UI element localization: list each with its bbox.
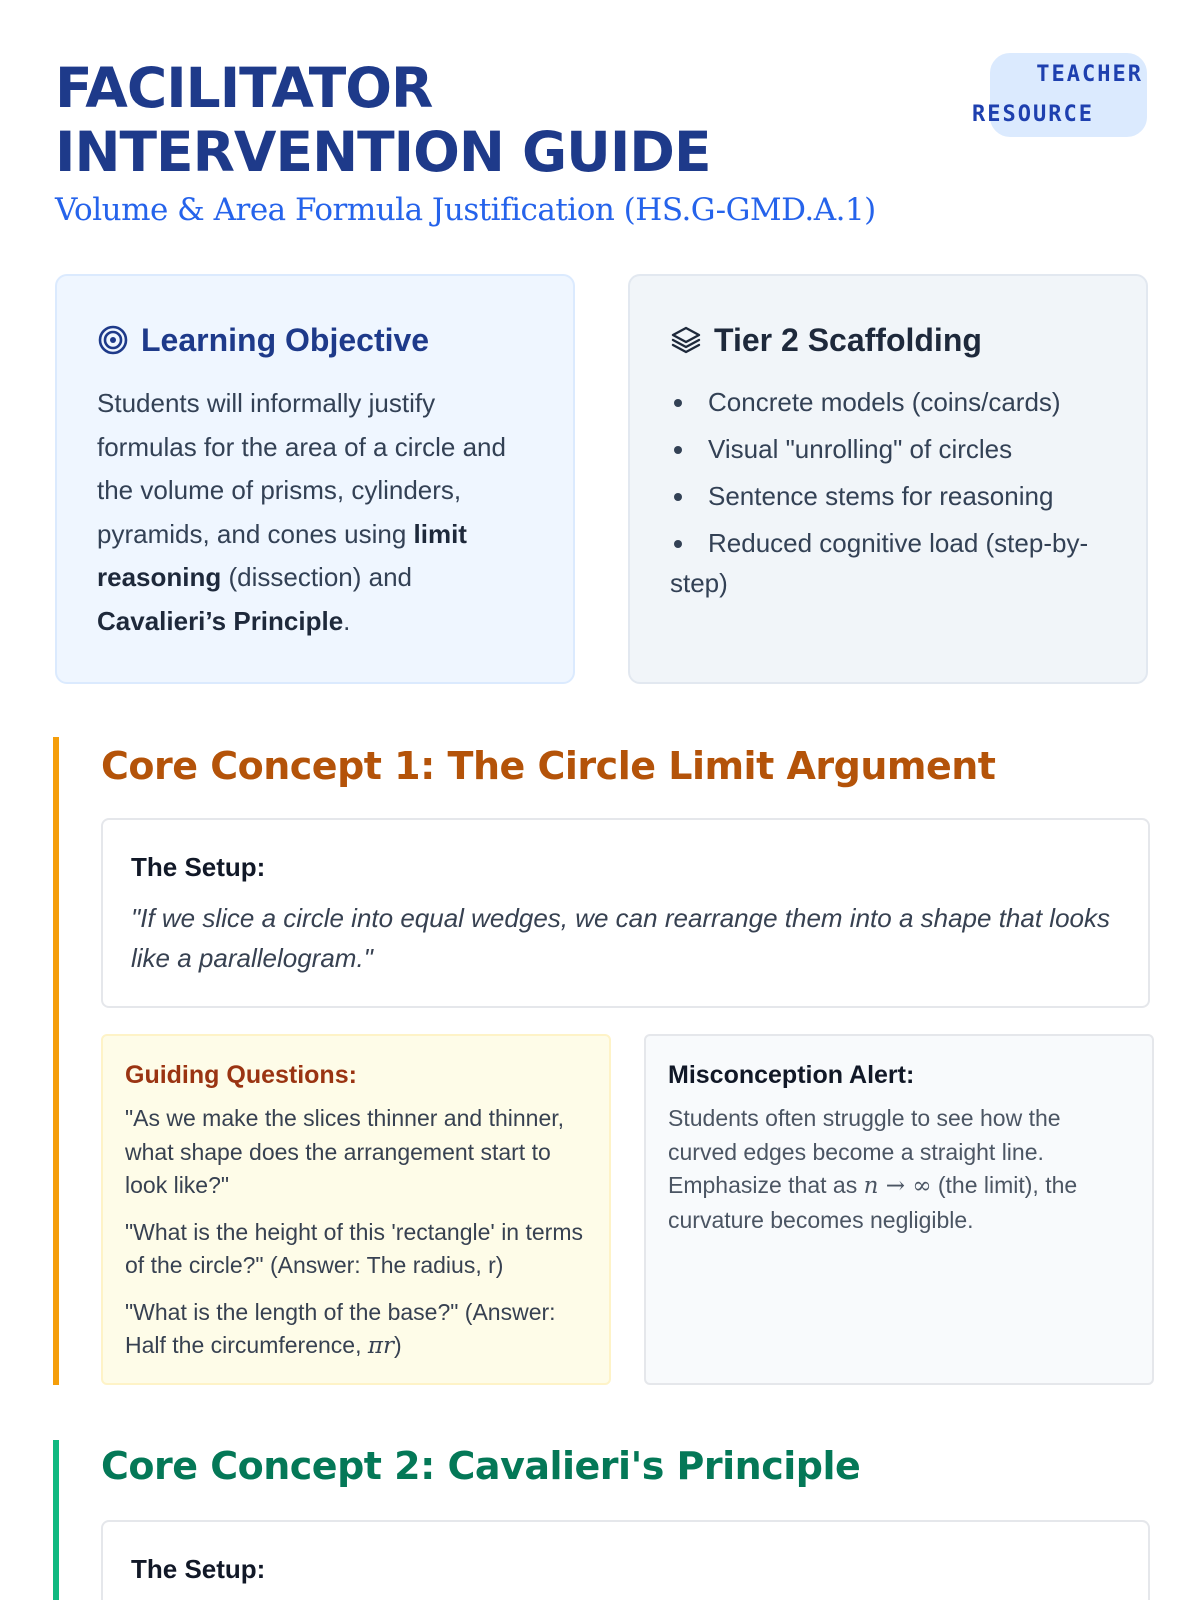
learning-objective-title: Learning Objective bbox=[141, 322, 430, 358]
list-item: Sentence stems for reasoning bbox=[670, 476, 1106, 516]
title-line-1: FACILITATOR bbox=[55, 56, 433, 120]
misconception-text bbox=[668, 1102, 1130, 1237]
core-concept-2-title: Core Concept 2: Cavalieri's Principle bbox=[101, 1444, 861, 1488]
setup-label: The Setup: bbox=[131, 852, 266, 882]
guiding-question-3 bbox=[125, 1296, 587, 1364]
concept-1-setup-box bbox=[101, 818, 1150, 1008]
q3-end: ) bbox=[394, 1332, 402, 1358]
scaffolding-header bbox=[670, 320, 1106, 360]
scaffolding-list bbox=[670, 382, 1106, 603]
guiding-questions-label: Guiding Questions: bbox=[125, 1061, 357, 1089]
objective-text-1: Students will informally justify formulas for the area of a circle and the volume of prisms, cylinders, pyramids, and cones using bbox=[97, 388, 506, 549]
page-title bbox=[55, 56, 855, 184]
list-item: Reduced cognitive load (step-by-step) bbox=[670, 523, 1106, 603]
title-line-2: INTERVENTION GUIDE bbox=[55, 120, 711, 184]
badge-line-2: RESOURCE bbox=[972, 102, 1094, 127]
q3-text: "What is the length of the base?" (Answer: Half the circumference, bbox=[125, 1298, 556, 1358]
setup-label: The Setup: bbox=[131, 1554, 266, 1584]
objective-text-2: (dissection) and bbox=[221, 562, 413, 592]
objective-bold-limit: limit reasoning bbox=[97, 518, 467, 592]
scaffolding-card bbox=[628, 274, 1148, 684]
objective-text-3: . bbox=[343, 605, 351, 636]
misconception-label: Misconception Alert: bbox=[668, 1061, 915, 1089]
learning-objective-header bbox=[97, 320, 533, 360]
guiding-question-1: "As we make the slices thinner and thinner, what shape does the arrangement start to look like?" bbox=[125, 1105, 565, 1198]
setup-quote: "If we slice a circle into equal wedges, we can rearrange them into a shape that looks like a parallelogram." bbox=[131, 903, 1110, 973]
list-item: Concrete models (coins/cards) bbox=[670, 382, 1106, 422]
learning-objective-text bbox=[97, 382, 533, 643]
target-icon bbox=[97, 324, 129, 356]
list-item: Visual "unrolling" of circles bbox=[670, 429, 1106, 469]
page-subtitle: Volume & Area Formula Justification (HS.G-GMD.A.1) bbox=[55, 192, 876, 228]
concept-2-setup-box bbox=[101, 1520, 1150, 1600]
core-concept-1-section bbox=[53, 737, 1148, 1385]
core-concept-2-section bbox=[53, 1440, 1148, 1600]
q3-math: πr bbox=[367, 1333, 394, 1359]
guiding-question-2: "What is the height of this 'rectangle' in terms of the circle?" (Answer: The radius, r) bbox=[125, 1218, 583, 1278]
core-concept-1-title: Core Concept 1: The Circle Limit Argument bbox=[101, 744, 996, 788]
miscon-text-2: (the limit), the curvature becomes negligible. bbox=[668, 1172, 1078, 1233]
miscon-text-1: Students often struggle to see how the curved edges become a straight line. Emphasize that as bbox=[668, 1105, 1061, 1198]
layers-icon bbox=[670, 324, 702, 356]
miscon-math: n → ∞ bbox=[863, 1173, 932, 1199]
objective-bold-cavalieri: Cavalieri’s Principle bbox=[97, 605, 344, 636]
badge-line-1: TEACHER bbox=[1036, 62, 1143, 87]
guiding-questions-box bbox=[101, 1034, 611, 1385]
misconception-alert-box bbox=[644, 1034, 1154, 1385]
learning-objective-card bbox=[55, 274, 575, 684]
scaffolding-title: Tier 2 Scaffolding bbox=[714, 322, 982, 358]
teacher-resource-badge bbox=[972, 53, 1147, 137]
